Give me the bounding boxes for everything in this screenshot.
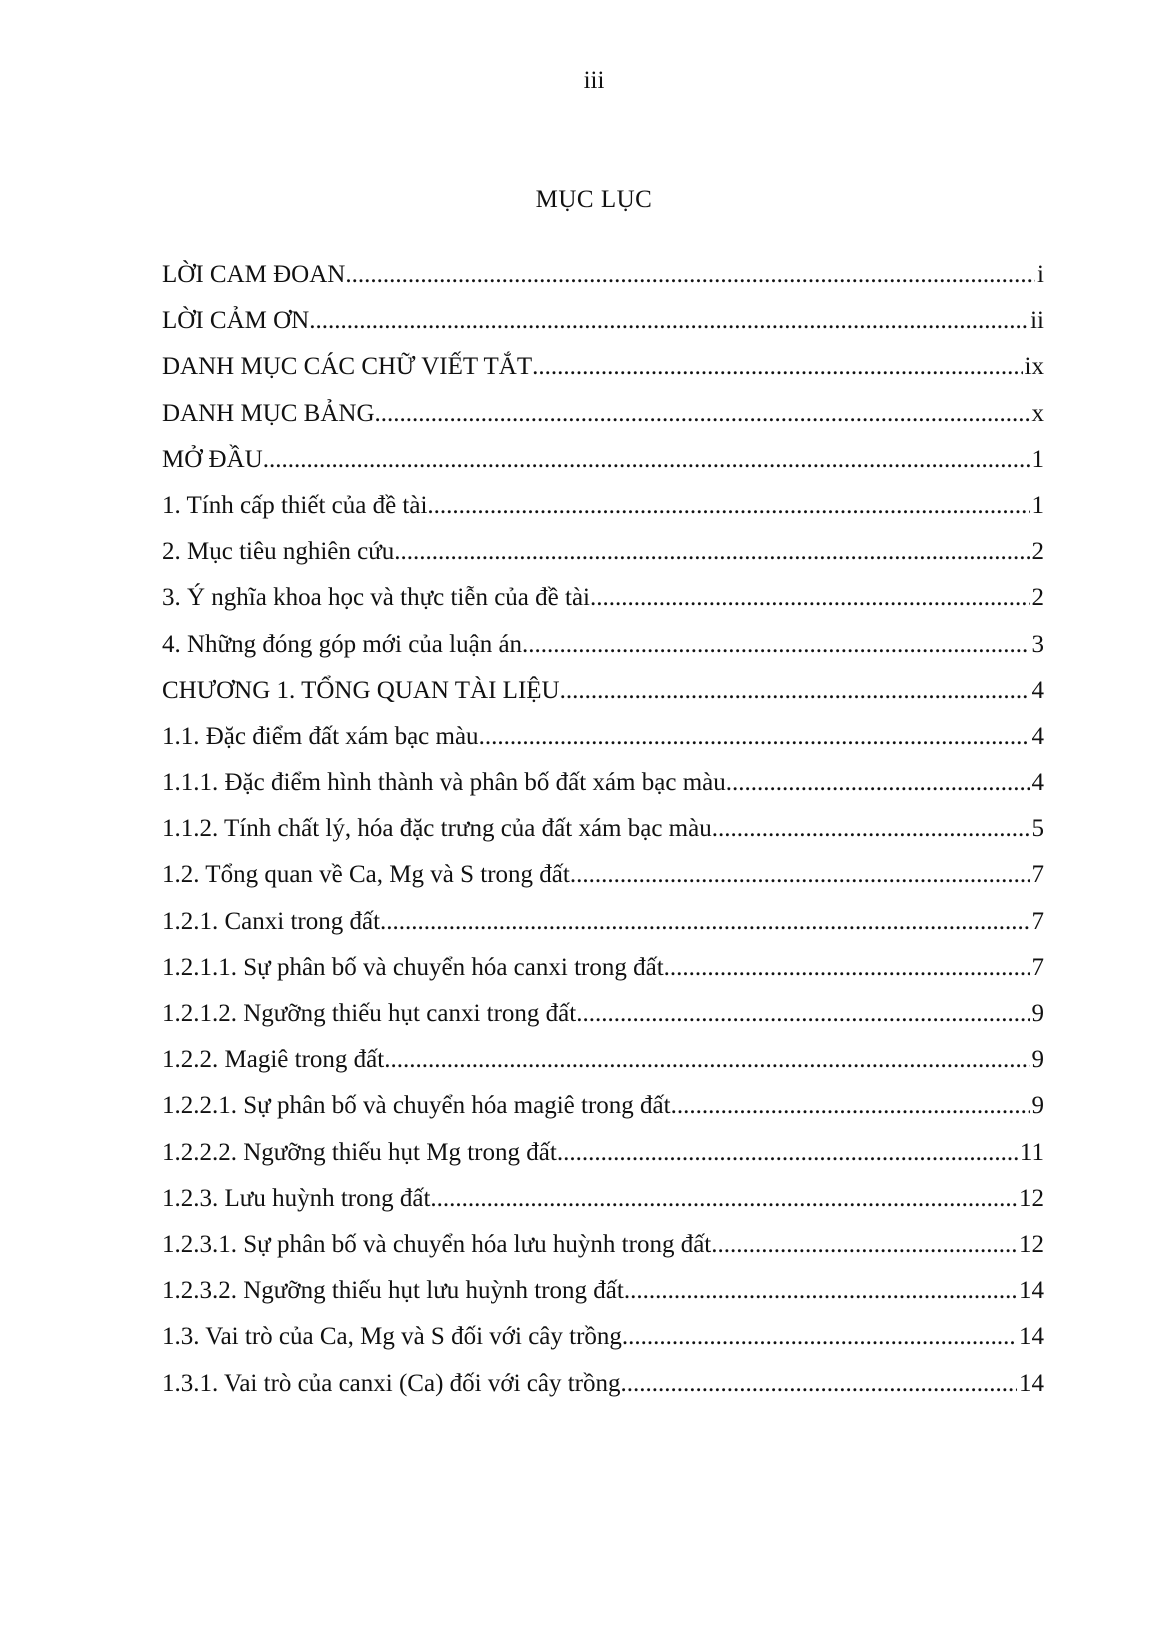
toc-entry-title: 1.1. Đặc điểm đất xám bạc màu [162, 722, 479, 750]
toc-entry-page: 1 [1031, 445, 1044, 473]
toc-entry-page: 9 [1031, 1092, 1044, 1120]
toc-entry[interactable] [162, 1273, 1044, 1319]
toc-entry-page: 4 [1031, 722, 1044, 750]
toc-entry-title: CHƯƠNG 1. TỔNG QUAN TÀI LIỆU [162, 676, 560, 704]
toc-dot-leader [726, 765, 1030, 801]
toc-entry-page: 4 [1031, 769, 1044, 797]
toc-entry-title: 1. Tính cấp thiết của đề tài [162, 491, 428, 519]
toc-entry-page: 3 [1031, 630, 1044, 658]
toc-entry[interactable] [162, 580, 1044, 626]
toc-entry[interactable] [162, 1181, 1044, 1227]
toc-entry-title: 1.2.1.1. Sự phân bố và chuyển hóa canxi trong đất [162, 953, 664, 981]
toc-entry-page: 14 [1019, 1369, 1044, 1397]
toc-entry[interactable] [162, 996, 1044, 1042]
toc-entry[interactable] [162, 904, 1044, 950]
toc-dot-leader [375, 396, 1030, 432]
toc-entry[interactable] [162, 442, 1044, 488]
toc-entry-page: 12 [1019, 1230, 1044, 1258]
toc-entry-page: 9 [1031, 1000, 1044, 1027]
toc-entry[interactable] [162, 1042, 1044, 1088]
toc-entry-page: 12 [1019, 1184, 1044, 1212]
toc-entry[interactable] [162, 1366, 1044, 1412]
toc-dot-leader [671, 1088, 1030, 1124]
toc-entry-title: 3. Ý nghĩa khoa học và thực tiễn của đề tài [162, 584, 590, 612]
toc-entry-title: 4. Những đóng góp mới của luận án [162, 630, 523, 658]
toc-entry-page: 9 [1031, 1046, 1044, 1074]
toc-entry-page: ix [1024, 353, 1044, 381]
table-of-contents [162, 257, 1044, 1412]
toc-entry-page: 11 [1019, 1138, 1044, 1166]
toc-entry-title: 1.2.3. Lưu huỳnh trong đất [162, 1184, 431, 1212]
toc-dot-leader [263, 442, 1030, 478]
page-number: iii [583, 67, 605, 94]
toc-entry-title: 1.2.2.1. Sự phân bố và chuyển hóa magiê trong đất [162, 1092, 671, 1120]
toc-entry-title: 1.2. Tổng quan về Ca, Mg và S trong đất [162, 861, 570, 889]
toc-dot-leader [384, 1042, 1029, 1078]
toc-entry[interactable] [162, 765, 1044, 811]
toc-dot-leader [532, 349, 1022, 385]
toc-entry[interactable] [162, 1135, 1044, 1181]
toc-dot-leader [620, 1366, 1017, 1402]
toc-dot-leader [712, 811, 1030, 847]
toc-entry-title: DANH MỤC CÁC CHỮ VIẾT TẮT [162, 353, 533, 381]
toc-dot-leader [479, 719, 1030, 755]
toc-entry-title: 2. Mục tiêu nghiên cứu [162, 538, 395, 566]
toc-entry-page: 14 [1019, 1277, 1044, 1305]
toc-entry-title: 1.1.2. Tính chất lý, hóa đặc trưng của đất xám bạc màu [162, 815, 712, 843]
toc-entry[interactable] [162, 1227, 1044, 1273]
toc-entry-title: 1.1.1. Đặc điểm hình thành và phân bố đất xám bạc màu [162, 769, 726, 797]
toc-dot-leader [570, 857, 1030, 893]
toc-entry[interactable] [162, 488, 1044, 534]
toc-entry[interactable] [162, 719, 1044, 765]
toc-entry-page: x [1031, 399, 1044, 427]
toc-entry[interactable] [162, 673, 1044, 719]
toc-entry[interactable] [162, 857, 1044, 903]
toc-entry-title: DANH MỤC BẢNG [162, 399, 375, 427]
toc-entry-page: 2 [1031, 538, 1044, 566]
toc-dot-leader [576, 996, 1029, 1032]
toc-dot-leader [309, 303, 1028, 339]
toc-entry-title: 1.2.1.2. Ngưỡng thiếu hụt canxi trong đất [162, 1000, 577, 1027]
toc-entry[interactable] [162, 811, 1044, 857]
toc-dot-leader [380, 904, 1029, 940]
toc-entry[interactable] [162, 627, 1044, 673]
toc-dot-leader [394, 534, 1029, 570]
toc-dot-leader [560, 673, 1030, 709]
toc-entry[interactable] [162, 349, 1044, 395]
toc-entry-title: MỞ ĐẦU [162, 445, 263, 473]
toc-entry-page: 2 [1031, 584, 1044, 612]
toc-entry-title: 1.2.2. Magiê trong đất [162, 1046, 385, 1074]
toc-entry-page: 7 [1031, 861, 1044, 889]
toc-entry-page: 7 [1031, 907, 1044, 935]
toc-entry[interactable] [162, 257, 1044, 303]
toc-dot-leader [624, 1273, 1017, 1309]
toc-dot-leader [522, 627, 1029, 663]
toc-entry-page: i [1037, 261, 1044, 288]
toc-entry-title: 1.2.3.2. Ngưỡng thiếu hụt lưu huỳnh trong đất [162, 1277, 624, 1305]
toc-entry[interactable] [162, 950, 1044, 996]
toc-entry-page: 7 [1031, 953, 1044, 981]
toc-entry-title: 1.3.1. Vai trò của canxi (Ca) đối với cây trồng [162, 1369, 621, 1397]
toc-dot-leader [664, 950, 1030, 986]
toc-entry-page: 1 [1031, 491, 1044, 519]
toc-entry-page: 14 [1019, 1323, 1044, 1351]
toc-entry[interactable] [162, 1319, 1044, 1365]
toc-entry-title: 1.2.3.1. Sự phân bố và chuyển hóa lưu huỳnh trong đất [162, 1230, 712, 1258]
toc-dot-leader [711, 1227, 1017, 1263]
toc-dot-leader [345, 257, 1035, 293]
toc-entry-title: LỜI CAM ĐOAN [162, 261, 346, 288]
toc-entry-title: 1.2.1. Canxi trong đất [162, 907, 381, 935]
toc-dot-leader [622, 1319, 1017, 1355]
toc-entry[interactable] [162, 1088, 1044, 1134]
toc-entry-page: ii [1030, 307, 1044, 335]
toc-entry[interactable] [162, 303, 1044, 349]
toc-dot-leader [590, 580, 1030, 616]
toc-entry-title: 1.3. Vai trò của Ca, Mg và S đối với cây trồng [162, 1323, 622, 1351]
toc-dot-leader [557, 1135, 1018, 1171]
toc-entry-page: 4 [1031, 676, 1044, 704]
toc-dot-leader [430, 1181, 1017, 1217]
toc-entry[interactable] [162, 396, 1044, 442]
toc-title: MỤC LỤC [535, 186, 653, 213]
toc-entry-title: 1.2.2.2. Ngưỡng thiếu hụt Mg trong đất [162, 1138, 557, 1166]
toc-entry-title: LỜI CẢM ƠN [162, 307, 310, 335]
toc-entry-page: 5 [1031, 815, 1044, 843]
toc-dot-leader [427, 488, 1029, 524]
toc-entry[interactable] [162, 534, 1044, 580]
